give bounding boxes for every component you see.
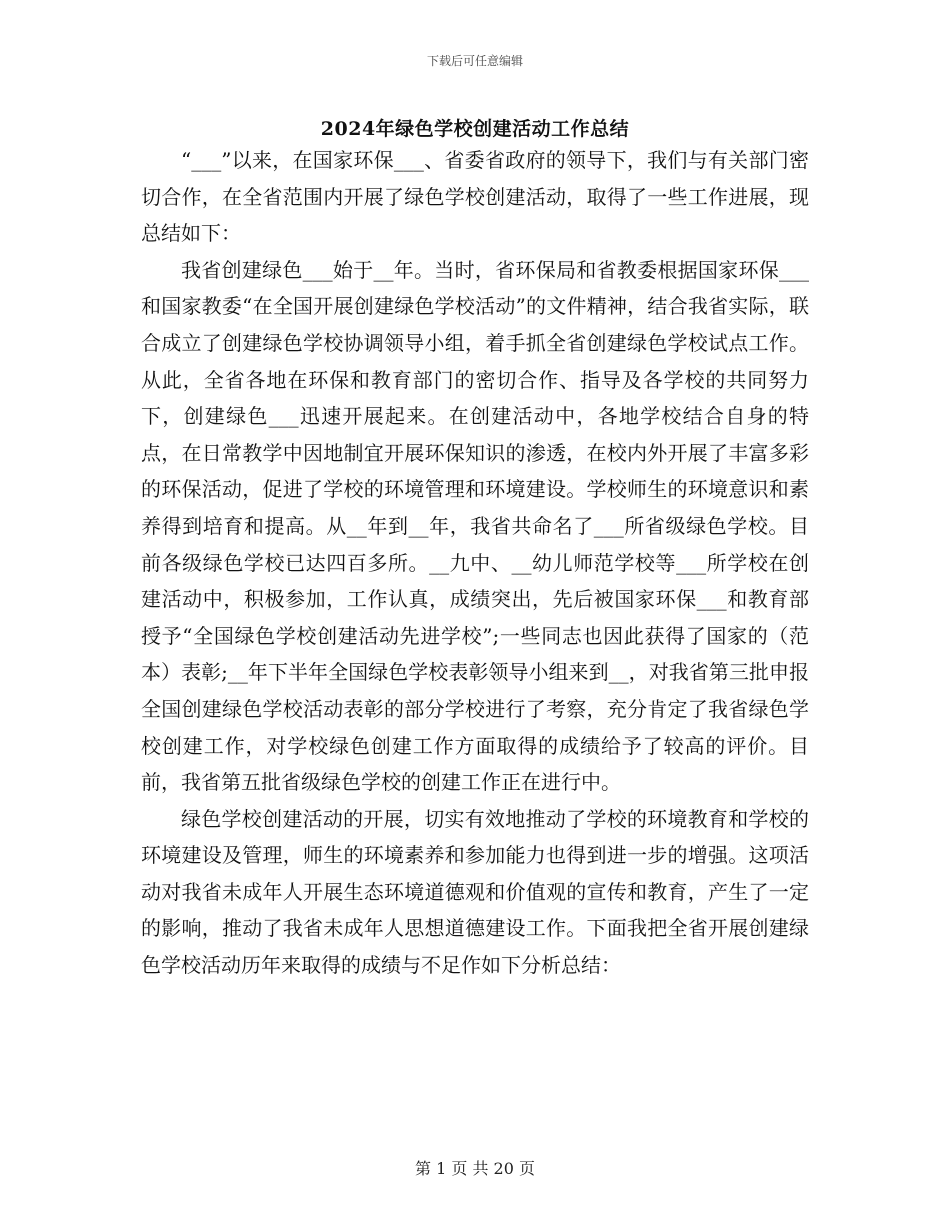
page-number: 第 1 页 共 20 页 — [415, 1159, 535, 1178]
document-body — [141, 142, 809, 984]
document-title: 2024年绿色学校创建活动工作总结 — [320, 118, 630, 140]
page-header-note: 下载后可任意编辑 — [426, 54, 523, 68]
paragraph-history: 我省创建绿色___始于__年。当时，省环保局和省教委根据国家环保___和国家教委“在全国开展创建绿色学校活动”的文件精神，结合我省实际，联合成立了创建绿色学校协调领导小组，着手抓全省创建绿色学校试点工作。从此，全省各地在环保和教育部门的密切合作、指导及各学校的共同努力下，创建绿色___迅速开展起来。在创建活动中，各地学校结合自身的特点，在日常教学中因地制宜开展环保知识的渗透，在校内外开展了丰富多彩的环保活动，促进了学校的环境管理和环境建设。学校师生的环境意识和素养得到培育和提高。从__年到__年，我省共命名了___所省级绿色学校。目前各级绿色学校已达四百多所。__九中、__幼儿师范学校等___所学校在创建活动中，积极参加，工作认真，成绩突出，先后被国家环保___和教育部授予“全国绿色学校创建活动先进学校”;一些同志也因此获得了国家的（范本）表彰;__年下半年全国绿色学校表彰领导小组来到__，对我省第三批申报全国创建绿色学校活动表彰的部分学校进行了考察，充分肯定了我省绿色学校创建工作，对学校绿色创建工作方面取得的成绩给予了较高的评价。目前，我省第五批省级绿色学校的创建工作正在进行中。 — [141, 257, 809, 795]
paragraph-impact: 绿色学校创建活动的开展，切实有效地推动了学校的环境教育和学校的环境建设及管理，师生的环境素养和参加能力也得到进一步的增强。这项活动对我省未成年人开展生态环境道德观和价值观的宣传和教育，产生了一定的影响，推动了我省未成年人思想道德建设工作。下面我把全省开展创建绿色学校活动历年来取得的成绩与不足作如下分析总结： — [141, 806, 809, 978]
paragraph-intro: “___”以来，在国家环保___、省委省政府的领导下，我们与有关部门密切合作，在全省范围内开展了绿色学校创建活动，取得了一些工作进展，现总结如下： — [141, 148, 809, 246]
